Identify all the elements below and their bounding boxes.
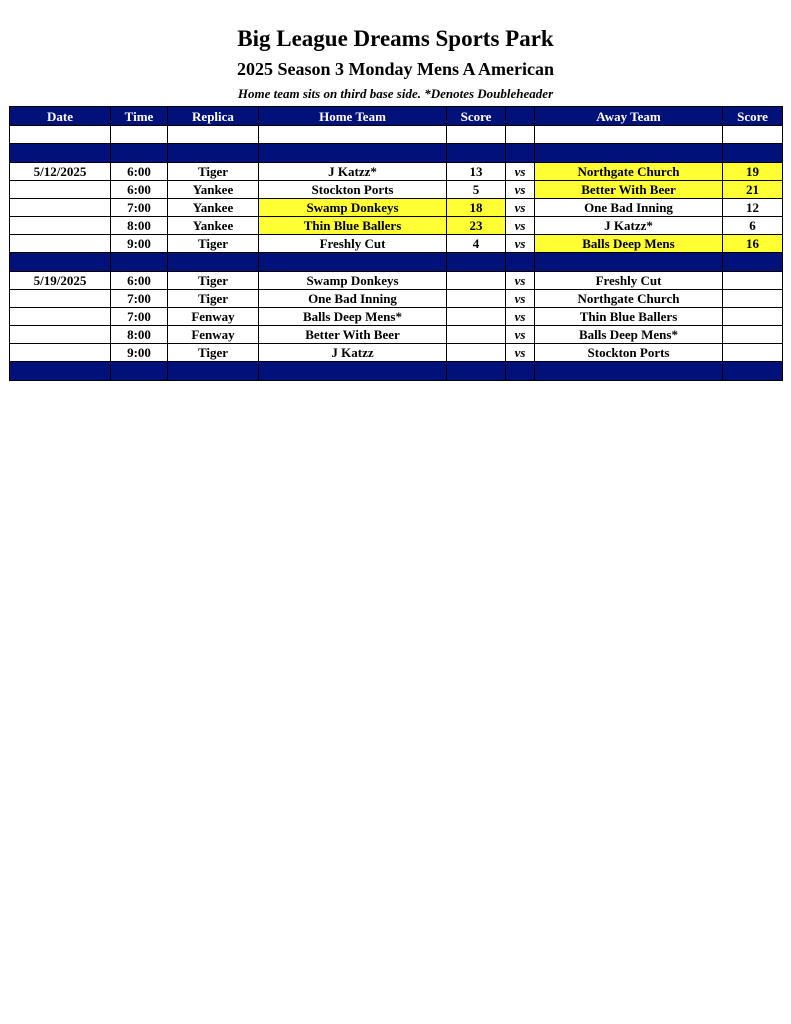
blank-row-cell: [10, 126, 111, 144]
away-score: [723, 272, 783, 290]
schedule-note: Home team sits on third base side. *Denotes Doubleheader: [237, 86, 554, 101]
away-team: Freshly Cut: [535, 272, 723, 290]
game-replica: Tiger: [168, 272, 259, 290]
game-time: 7:00: [111, 199, 168, 217]
game-replica: Fenway: [168, 326, 259, 344]
home-team: Swamp Donkeys: [259, 199, 447, 217]
col-away-score: Score: [723, 107, 783, 126]
separator-band-cell: [447, 144, 506, 163]
separator-band-cell: [168, 144, 259, 163]
vs-label: vs: [506, 308, 535, 326]
separator-band-cell: [168, 253, 259, 272]
separator-band: [10, 144, 783, 163]
separator-band-cell: [168, 362, 259, 381]
col-time: Time: [111, 107, 168, 126]
game-time: 6:00: [111, 272, 168, 290]
separator-band-cell: [506, 144, 535, 163]
away-team: Northgate Church: [535, 290, 723, 308]
separator-band-cell: [506, 362, 535, 381]
game-time: 8:00: [111, 326, 168, 344]
separator-band-cell: [447, 362, 506, 381]
game-date: [10, 308, 111, 326]
vs-label: vs: [506, 344, 535, 362]
separator-band-cell: [506, 253, 535, 272]
vs-label: vs: [506, 326, 535, 344]
vs-label: vs: [506, 290, 535, 308]
col-vs: [506, 107, 535, 126]
game-replica: Tiger: [168, 290, 259, 308]
blank-row-cell: [723, 126, 783, 144]
separator-band-cell: [259, 253, 447, 272]
game-time: 6:00: [111, 163, 168, 181]
separator-band-cell: [10, 144, 111, 163]
col-replica: Replica: [168, 107, 259, 126]
away-score: [723, 344, 783, 362]
game-replica: Tiger: [168, 163, 259, 181]
game-date: [10, 217, 111, 235]
separator-band-cell: [111, 144, 168, 163]
home-team: One Bad Inning: [259, 290, 447, 308]
away-score: 21: [723, 181, 783, 199]
blank-row-cell: [168, 126, 259, 144]
game-replica: Tiger: [168, 344, 259, 362]
col-away-team: Away Team: [535, 107, 723, 126]
home-team: J Katzz: [259, 344, 447, 362]
game-date: [10, 181, 111, 199]
game-date: [10, 326, 111, 344]
separator-band: [10, 253, 783, 272]
table-row: [10, 326, 783, 344]
home-score: 18: [447, 199, 506, 217]
away-team: Stockton Ports: [535, 344, 723, 362]
table-row: [10, 344, 783, 362]
home-team: Stockton Ports: [259, 181, 447, 199]
vs-label: vs: [506, 217, 535, 235]
away-score: [723, 308, 783, 326]
table-row: [10, 217, 783, 235]
separator-band-cell: [723, 144, 783, 163]
vs-label: vs: [506, 199, 535, 217]
home-team: Balls Deep Mens*: [259, 308, 447, 326]
vs-label: vs: [506, 235, 535, 253]
game-date: [10, 290, 111, 308]
header-row: [10, 107, 783, 126]
away-team: J Katzz*: [535, 217, 723, 235]
table-row: [10, 308, 783, 326]
game-time: 8:00: [111, 217, 168, 235]
separator-band-cell: [10, 362, 111, 381]
game-replica: Yankee: [168, 181, 259, 199]
blank-row-cell: [259, 126, 447, 144]
game-date: [10, 235, 111, 253]
game-replica: Yankee: [168, 217, 259, 235]
col-home-score: Score: [447, 107, 506, 126]
home-team: Swamp Donkeys: [259, 272, 447, 290]
home-score: [447, 344, 506, 362]
separator-band-cell: [723, 253, 783, 272]
away-score: [723, 290, 783, 308]
page-subtitle: 2025 Season 3 Monday Mens A American: [236, 59, 554, 79]
separator-band-cell: [535, 362, 723, 381]
game-date: [10, 344, 111, 362]
table-row: [10, 290, 783, 308]
separator-band-cell: [10, 253, 111, 272]
separator-band-cell: [111, 253, 168, 272]
away-team: Northgate Church: [535, 163, 723, 181]
home-score: 4: [447, 235, 506, 253]
vs-label: vs: [506, 163, 535, 181]
blank-row-cell: [535, 126, 723, 144]
separator-band-cell: [535, 144, 723, 163]
table-row: [10, 181, 783, 199]
blank-row: [10, 126, 783, 144]
home-team: J Katzz*: [259, 163, 447, 181]
home-score: [447, 308, 506, 326]
game-time: 7:00: [111, 290, 168, 308]
col-date: Date: [10, 107, 111, 126]
home-score: 23: [447, 217, 506, 235]
game-time: 6:00: [111, 181, 168, 199]
home-team: Thin Blue Ballers: [259, 217, 447, 235]
away-team: One Bad Inning: [535, 199, 723, 217]
blank-row-cell: [506, 126, 535, 144]
game-replica: Yankee: [168, 199, 259, 217]
vs-label: vs: [506, 272, 535, 290]
vs-label: vs: [506, 181, 535, 199]
game-time: 9:00: [111, 344, 168, 362]
separator-band-cell: [535, 253, 723, 272]
away-score: [723, 326, 783, 344]
separator-band-cell: [259, 144, 447, 163]
game-replica: Fenway: [168, 308, 259, 326]
game-replica: Tiger: [168, 235, 259, 253]
separator-band: [10, 362, 783, 381]
away-score: 12: [723, 199, 783, 217]
home-team: Freshly Cut: [259, 235, 447, 253]
home-score: 5: [447, 181, 506, 199]
col-home-team: Home Team: [259, 107, 447, 126]
away-team: Better With Beer: [535, 181, 723, 199]
separator-band-cell: [447, 253, 506, 272]
page-title: Big League Dreams Sports Park: [237, 26, 554, 51]
away-team: Balls Deep Mens: [535, 235, 723, 253]
game-date: 5/12/2025: [10, 163, 111, 181]
table-row: [10, 235, 783, 253]
away-team: Balls Deep Mens*: [535, 326, 723, 344]
home-score: [447, 326, 506, 344]
game-date: [10, 199, 111, 217]
separator-band-cell: [111, 362, 168, 381]
separator-band-cell: [723, 362, 783, 381]
blank-row-cell: [447, 126, 506, 144]
table-row: [10, 199, 783, 217]
blank-row-cell: [111, 126, 168, 144]
home-team: Better With Beer: [259, 326, 447, 344]
table-row: [10, 163, 783, 181]
schedule-table: [9, 106, 783, 381]
table-row: [10, 272, 783, 290]
separator-band-cell: [259, 362, 447, 381]
away-score: 16: [723, 235, 783, 253]
away-team: Thin Blue Ballers: [535, 308, 723, 326]
away-score: 19: [723, 163, 783, 181]
away-score: 6: [723, 217, 783, 235]
home-score: [447, 290, 506, 308]
home-score: [447, 272, 506, 290]
game-time: 7:00: [111, 308, 168, 326]
game-date: 5/19/2025: [10, 272, 111, 290]
game-time: 9:00: [111, 235, 168, 253]
home-score: 13: [447, 163, 506, 181]
